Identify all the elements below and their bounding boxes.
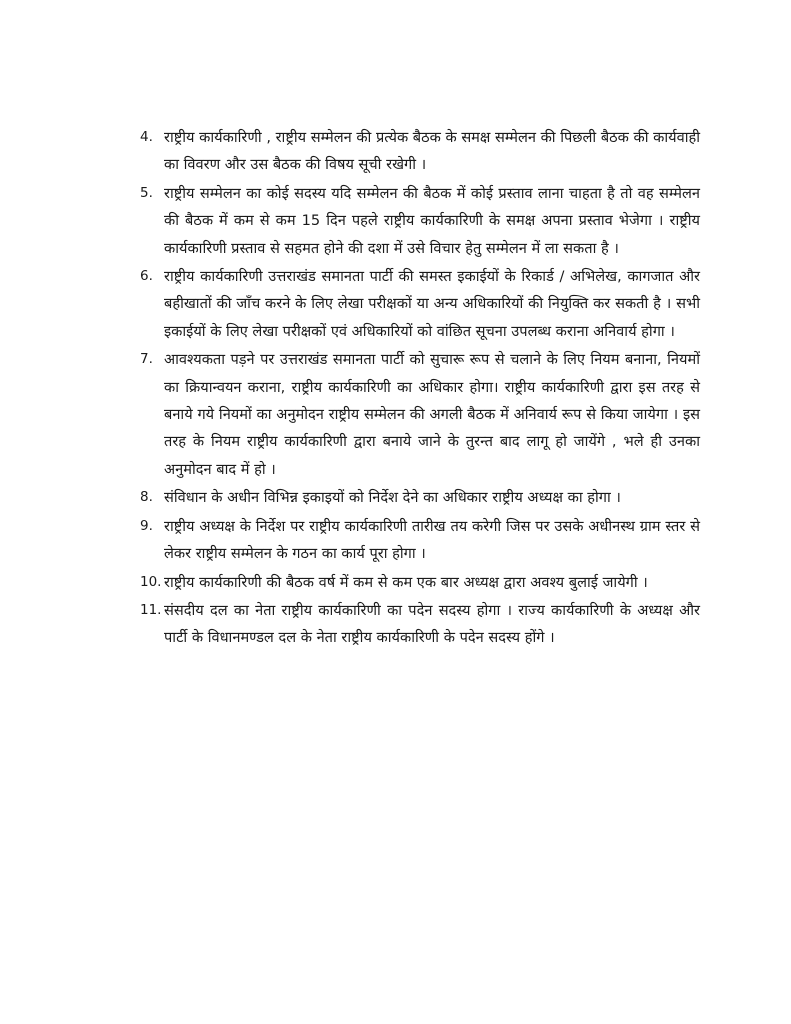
- clause-text: राष्ट्रीय कार्यकारिणी की बैठक वर्ष में कम से कम एक बार अध्यक्ष द्वारा अवश्य बुलाई जायेगी ।: [164, 573, 648, 591]
- clause-number: 6.: [140, 268, 153, 285]
- clause-10: [140, 569, 700, 596]
- clause-number: 10.: [140, 573, 162, 590]
- clause-number: 8.: [140, 489, 153, 506]
- clause-4: [140, 124, 700, 179]
- clause-11: [140, 597, 700, 652]
- clause-text: राष्ट्रीय कार्यकारिणी , राष्ट्रीय सम्मेलन की प्रत्येक बैठक के समक्ष सम्मेलन की पिछली बैठक की कार्यवाही का विवरण और उस बैठक की विषय सूची रखेगी ।: [164, 129, 701, 174]
- clause-text: संसदीय दल का नेता राष्ट्रीय कार्यकारिणी का पदेन सदस्य होगा । राज्य कार्यकारिणी के अध्यक्ष और पार्टी के विधानमण्डल दल के नेता राष्ट्रीय कार्यकारिणी के पदेन सदस्य होंगे ।: [164, 601, 700, 647]
- clause-6: [140, 263, 700, 345]
- clause-list: [140, 124, 700, 653]
- clause-text: राष्ट्रीय कार्यकारिणी उत्तराखंड समानता पार्टी की समस्त इकाईयों के रिकार्ड / अभिलेख, कागजात और बहीखातों की जाँच करने के लिए लेखा परीक्षकों या अन्य अधिकारियों की नियुक्ति कर सकती है । सभी इकाईयों के लिए लेखा परीक्षकों एवं अधिकारियों को वांछित सूचना उपलब्ध कराना अनिवार्य होगा ।: [164, 268, 700, 340]
- clause-number: 9.: [140, 517, 153, 534]
- clause-text: राष्ट्रीय अध्यक्ष के निर्देश पर राष्ट्रीय कार्यकारिणी तारीख तय करेगी जिस पर उसके अधीनस्थ ग्राम स्तर से लेकर राष्ट्रीय सम्मेलन के गठन का कार्य पूरा होगा ।: [164, 517, 700, 563]
- clause-7: [140, 346, 700, 483]
- clause-text: आवश्यकता पड़ने पर उत्तराखंड समानता पार्टी को सुचारू रूप से चलाने के लिए नियम बनाना, नियमों का क्रियान्वयन कराना, राष्ट्रीय कार्यकारिणी का अधिकार होगा। राष्ट्रीय कार्यकारिणी द्वारा इस तरह से बनाये गये नियमों का अनुमोदन राष्ट्रीय सम्मेलन की अगली बैठक में अनिवार्य रूप से किया जायेगा । इस तरह के नियम राष्ट्रीय कार्यकारिणी द्वारा बनाये जाने के तुरन्त बाद लागू हो जायेंगे , भले ही उनका अनुमोदन बाद में हो ।: [164, 351, 700, 478]
- clause-number: 4.: [140, 129, 153, 145]
- clause-number: 5.: [140, 184, 153, 201]
- clause-9: [140, 513, 700, 568]
- clause-text: राष्ट्रीय सम्मेलन का कोई सदस्य यदि सम्मेलन की बैठक में कोई प्रस्ताव लाना चाहता है तो वह सम्मेलन की बैठक में कम से कम 15 दिन पहले राष्ट्रीय कार्यकारिणी के समक्ष अपना प्रस्ताव भेजेगा । राष्ट्रीय कार्यकारिणी प्रस्ताव से सहमत होने की दशा में उसे विचार हेतु सम्मेलन में ला सकता है ।: [164, 184, 700, 257]
- clause-number: 11.: [140, 601, 162, 618]
- clause-5: [140, 180, 700, 262]
- clause-text: संविधान के अधीन विभिन्न इकाइयों को निर्देश देने का अधिकार राष्ट्रीय अध्यक्ष का होगा ।: [164, 489, 621, 507]
- clause-number: 7.: [140, 351, 153, 368]
- clause-8: [140, 484, 700, 511]
